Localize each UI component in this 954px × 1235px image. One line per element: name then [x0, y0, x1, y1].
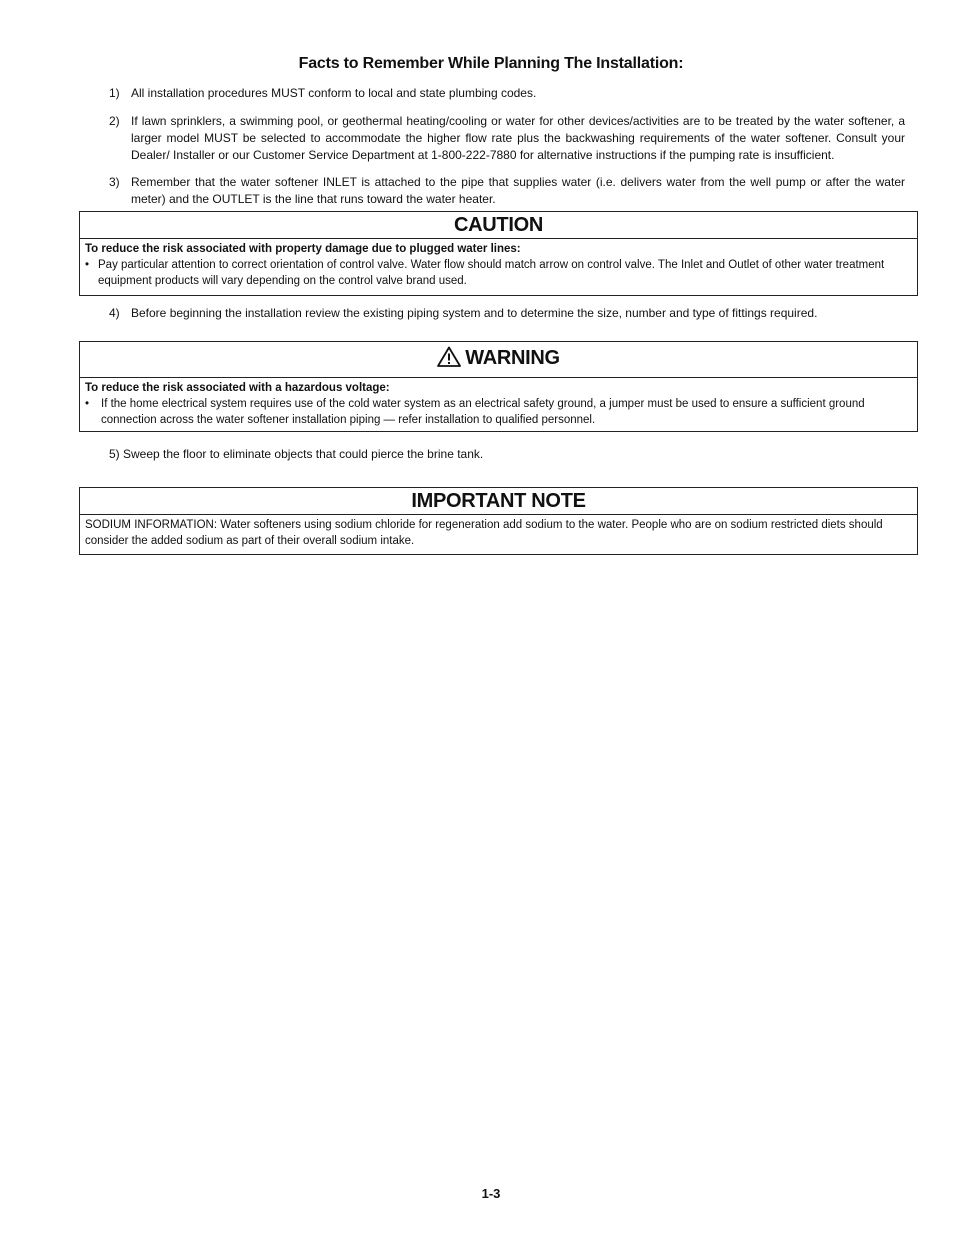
warning-body	[80, 378, 917, 432]
caution-text: Pay particular attention to correct orientation of control valve. Water flow should match arrow on control valve. The Inlet and Outlet of other water treatment equipment products will vary depending on the control valve brand used.	[98, 259, 885, 287]
list-item-2	[109, 113, 905, 164]
caution-bullet-item	[85, 257, 912, 289]
list-item-3	[109, 174, 905, 208]
step-5: 5) Sweep the floor to eliminate objects that could pierce the brine tank.	[109, 447, 484, 461]
list-number: 1)	[109, 86, 120, 100]
warning-heading	[80, 342, 917, 378]
warning-bullet-item	[85, 396, 912, 428]
list-text: If lawn sprinklers, a swimming pool, or geothermal heating/cooling or water for other devices/activities are to be treated by the water softener, a larger model MUST be selected to accommodate the higher flow rate plus the backwashing requirements of the water softener. Consult your Dealer/ Installer or our Customer Service Department at 1-800-222-7880 for alternative instructions if the pumping rate is insufficient.	[131, 114, 905, 162]
page-number: 1-3	[481, 1186, 501, 1201]
caution-heading: CAUTION	[80, 212, 917, 239]
warning-triangle-icon	[437, 345, 461, 377]
list-item-1	[109, 85, 905, 102]
important-note-box	[79, 487, 918, 555]
caution-body	[80, 239, 917, 293]
list-number: 4)	[109, 306, 120, 320]
caution-box	[79, 211, 918, 296]
caution-lead: To reduce the risk associated with property damage due to plugged water lines:	[85, 243, 521, 255]
list-item-4	[109, 305, 905, 322]
note-heading: IMPORTANT NOTE	[80, 488, 917, 515]
note-body: SODIUM INFORMATION: Water softeners using sodium chloride for regeneration add sodium to the water. People who are on sodium restricted diets should consider the added sodium as part of their overall sodium intake.	[85, 519, 883, 547]
list-number: 3)	[109, 175, 120, 189]
list-number: 2)	[109, 114, 120, 128]
warning-box	[79, 341, 918, 432]
page-title: Facts to Remember While Planning The Installation:	[298, 55, 684, 72]
bullet-dot: •	[85, 398, 90, 410]
warning-text: If the home electrical system requires use of the cold water system as an electrical safety ground, a jumper must be used to ensure a sufficient ground connection across the water softener installation piping — refer installation to qualified personnel.	[101, 398, 865, 426]
warning-lead: To reduce the risk associated with a hazardous voltage:	[85, 382, 390, 394]
list-text: Before beginning the installation review the existing piping system and to determine the size, number and type of fittings required.	[131, 306, 818, 320]
list-text: Remember that the water softener INLET is attached to the pipe that supplies water (i.e. delivers water from the well pump or after the water meter) and the OUTLET is the line that runs toward the water heater.	[131, 175, 905, 206]
bullet-dot: •	[85, 259, 90, 271]
list-text: All installation procedures MUST conform to local and state plumbing codes.	[131, 86, 537, 100]
warning-title: WARNING	[465, 347, 560, 369]
